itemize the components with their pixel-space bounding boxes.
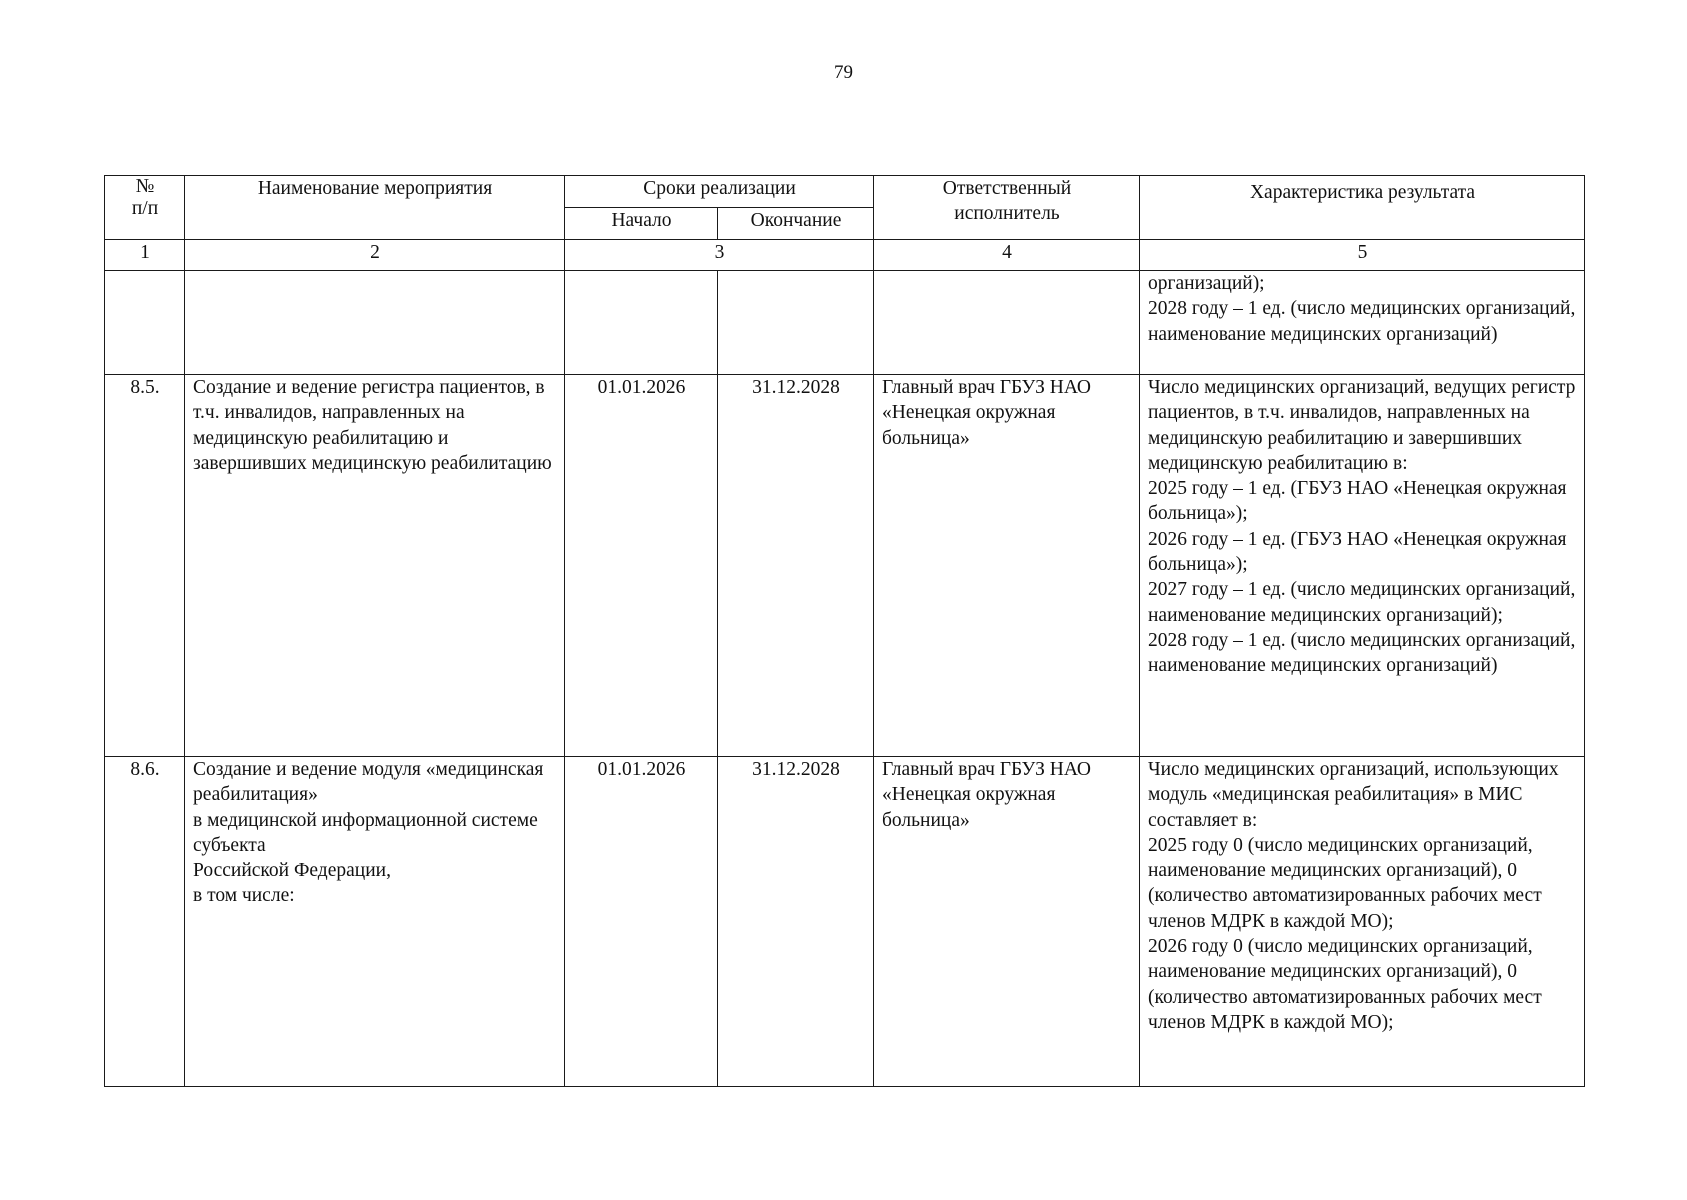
row-start bbox=[565, 271, 718, 375]
row-responsible bbox=[874, 271, 1140, 375]
header-result: Характеристика результата bbox=[1140, 176, 1585, 240]
table-row-continuation bbox=[105, 271, 1585, 375]
column-number-1: 1 bbox=[105, 240, 185, 271]
header-terms: Сроки реализации bbox=[565, 176, 874, 208]
measures-table bbox=[104, 175, 1585, 1087]
row-responsible: Главный врач ГБУЗ НАО «Ненецкая окружная больница» bbox=[874, 375, 1140, 757]
header-num: № п/п bbox=[105, 176, 185, 240]
row-name: Создание и ведение регистра пациентов, в т.ч. инвалидов, направленных на медицинскую реабилитацию и завершивших медицинскую реабилитацию bbox=[185, 375, 565, 757]
row-num: 8.5. bbox=[105, 375, 185, 757]
header-row-1 bbox=[105, 176, 1585, 208]
page-number: 79 bbox=[834, 62, 853, 83]
row-start: 01.01.2026 bbox=[565, 757, 718, 1087]
column-number-4: 4 bbox=[874, 240, 1140, 271]
header-name: Наименование мероприятия bbox=[185, 176, 565, 240]
row-result: организаций); 2028 году – 1 ед. (число медицинских организаций, наименование медицинских организаций) bbox=[1140, 271, 1585, 375]
header-responsible: Ответственный исполнитель bbox=[874, 176, 1140, 240]
row-start: 01.01.2026 bbox=[565, 375, 718, 757]
column-number-2: 2 bbox=[185, 240, 565, 271]
table-row-8-6 bbox=[105, 757, 1585, 1087]
row-result: Число медицинских организаций, ведущих регистр пациентов, в т.ч. инвалидов, направленных на медицинскую реабилитацию и завершивших медицинскую реабилитацию в: 2025 году – 1 ед. (ГБУЗ НАО «Ненецкая окружная больница»); 2026 году – 1 ед. (ГБУЗ НАО «Ненецкая окружная больница»); 2027 году – 1 ед. (число медицинских организаций, наименование медицинских организаций); 2028 году – 1 ед. (число медицинских организаций, наименование медицинских организаций) bbox=[1140, 375, 1585, 757]
row-num bbox=[105, 271, 185, 375]
header-end: Окончание bbox=[718, 208, 874, 240]
row-end bbox=[718, 271, 874, 375]
row-end: 31.12.2028 bbox=[718, 375, 874, 757]
column-number-row bbox=[105, 240, 1585, 271]
row-end: 31.12.2028 bbox=[718, 757, 874, 1087]
column-number-5: 5 bbox=[1140, 240, 1585, 271]
column-number-3: 3 bbox=[565, 240, 874, 271]
header-start: Начало bbox=[565, 208, 718, 240]
row-result: Число медицинских организаций, использующих модуль «медицинская реабилитация» в МИС составляет в: 2025 году 0 (число медицинских организаций, наименование медицинских организаций), 0 (количество автоматизированных рабочих мест членов МДРК в каждой МО); 2026 году 0 (число медицинских организаций, наименование медицинских организаций), 0 (количество автоматизированных рабочих мест членов МДРК в каждой МО); bbox=[1140, 757, 1585, 1087]
row-responsible: Главный врач ГБУЗ НАО «Ненецкая окружная больница» bbox=[874, 757, 1140, 1087]
row-name bbox=[185, 271, 565, 375]
row-num: 8.6. bbox=[105, 757, 185, 1087]
row-name: Создание и ведение модуля «медицинская реабилитация» в медицинской информационной системе субъекта Российской Федерации, в том числе: bbox=[185, 757, 565, 1087]
table-row-8-5 bbox=[105, 375, 1585, 757]
